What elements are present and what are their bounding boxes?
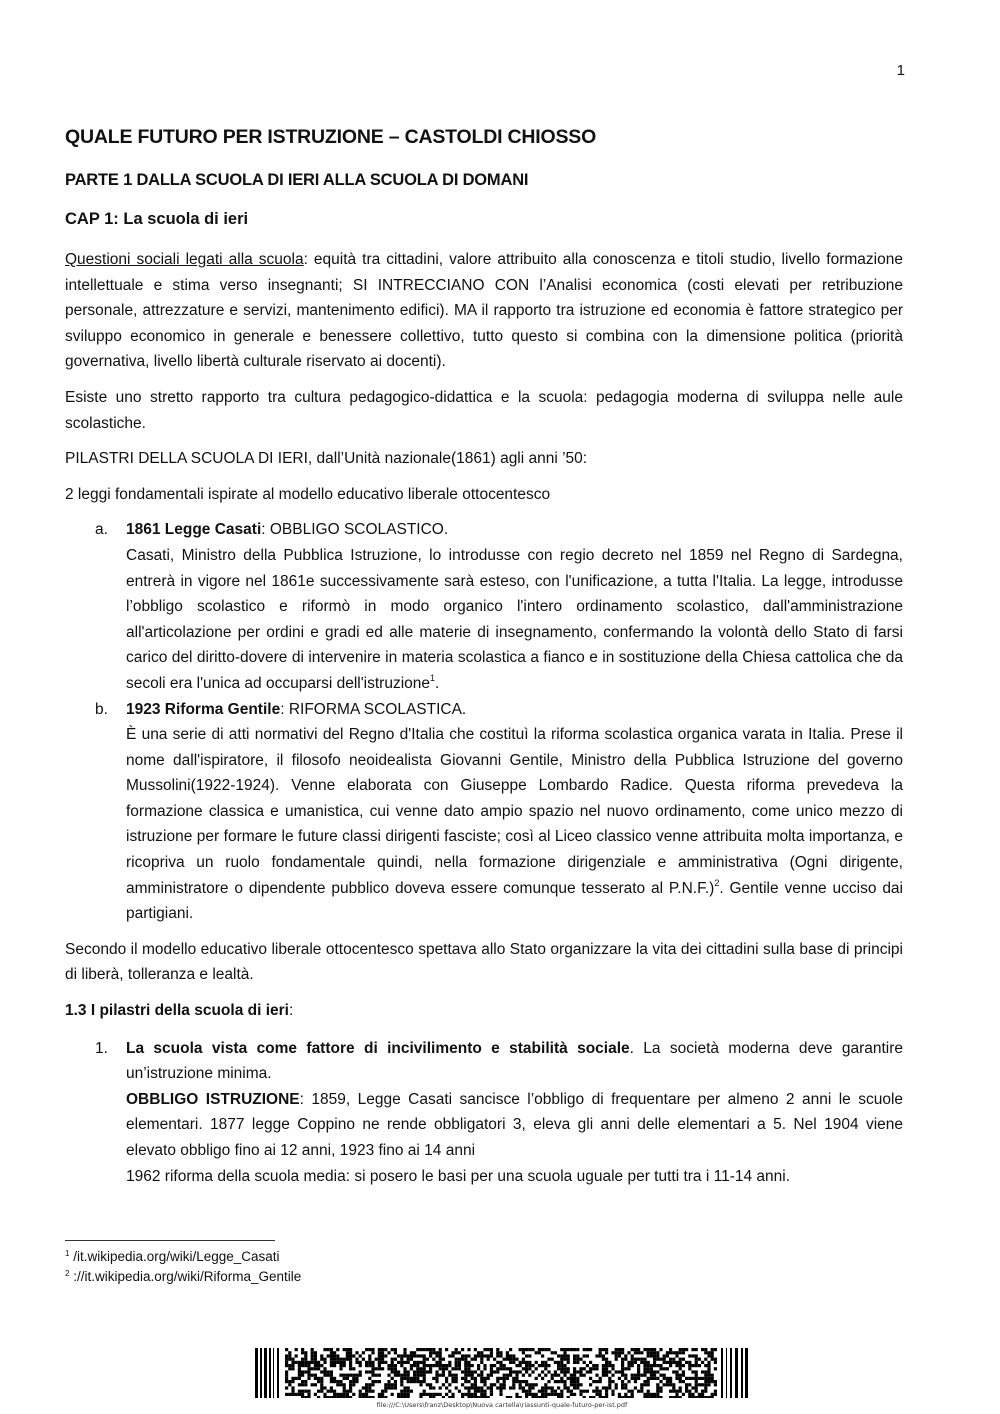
section-title: 1.3 I pilastri della scuola di ieri xyxy=(65,1002,289,1020)
footnote-number: 1 xyxy=(65,1249,70,1258)
paragraph-text: : equità tra cittadini, valore attribuito alla conoscenza e titoli studio, livello formazione intellettuale e stima verso insegnanti; SI INTRECCIANO CON l’Analisi economica (costi elevati per retribuzione personale, attrezzature e servizi, mantenimento edifici). MA il rapporto tra istruzione ed economia è fattore strategico per sviluppo economico in generale e benessere collettivo, tutto questo si combina con la dimensione politica (priorità governativa, livello libertà culturale riservato ai docenti). xyxy=(65,251,903,371)
footnote-separator xyxy=(65,1240,275,1241)
list-item-casati xyxy=(65,517,903,696)
law-heading xyxy=(126,697,903,723)
document-title: QUALE FUTURO PER ISTRUZIONE – CASTOLDI CHIOSSO xyxy=(65,126,597,148)
footnotes xyxy=(65,1240,903,1287)
law-name: 1923 Riforma Gentile xyxy=(126,700,281,718)
law-subtitle: : RIFORMA SCOLASTICA. xyxy=(280,700,467,718)
paragraph-two-laws: 2 leggi fondamentali ispirate al modello educativo liberale ottocentesco xyxy=(65,485,551,503)
paragraph-liberal-model: Secondo il modello educativo liberale ottocentesco spettava allo Stato organizzare la vita dei cittadini sulla base di principi di liberà, tolleranza e lealtà. xyxy=(65,940,903,984)
paragraph-pillars-intro: PILASTRI DELLA SCUOLA DI IERI, dall’Unità nazionale(1861) agli anni ’50: xyxy=(65,450,588,468)
chapter-heading: CAP 1: La scuola di ieri xyxy=(65,210,249,228)
law-body-text: Casati, Ministro della Pubblica Istruzione, lo introdusse con regio decreto nel 1859 nel Regno di Sardegna, entrerà in vigore nel 1861e successivamente sarà esteso, con l'unificazione, a tutta l'Italia. La legge, introdusse l’obbligo scolastico e riformò in modo organico l'intero ordinamento scolastico, dall'amministrazione all'articolazione per ordini e gradi ed alle materie di insegnamento, confermando la volontà dello Stato di farsi carico del diritto-dovere di intervenire in materia scolastica a fianco e in sostituzione della Chiesa cattolica che da secoli era l'unica ad occuparsi dell'istruzione xyxy=(126,546,903,692)
part-heading: PARTE 1 DALLA SCUOLA DI IERI ALLA SCUOLA DI DOMANI xyxy=(65,171,529,189)
page-number: 1 xyxy=(896,62,905,79)
section-heading-1-3 xyxy=(65,998,903,1024)
paragraph-social-issues xyxy=(65,247,903,375)
law-description xyxy=(126,722,903,927)
law-tail-text: . xyxy=(435,674,440,692)
barcode-file-path: file:///C:\Users\franz\Desktop\Nuova cartella\riassunti-quale-futuro-per-ist.pdf xyxy=(376,1401,628,1409)
footnote-1[interactable] xyxy=(65,1247,903,1267)
law-description xyxy=(126,543,903,697)
obligation-label: OBBLIGO ISTRUZIONE xyxy=(126,1090,300,1108)
paragraph-pedagogy: Esiste uno stretto rapporto tra cultura pedagogico-didattica e la scuola: pedagogia moderna di sviluppa nelle aule scolastiche. xyxy=(65,388,903,432)
list-item-pillar-1 xyxy=(65,1036,903,1190)
law-body-text: È una serie di atti normativi del Regno d'Italia che costituì la riforma scolastica organica varata in Italia. Prese il nome dall'ispiratore, il filosofo neoidealista Giovanni Gentile, Ministro della Pubblica Istruzione del governo Mussolini(1922-1924). Venne elaborata con Giuseppe Lombardo Radice. Questa riforma prevedeva la formazione classica e umanistica, cui venne dato ampio spazio nel nuovo ordinamento, come unico mezzo di istruzione per formare le future classi dirigenti fasciste; così al Liceo classico venne attribuita molta importanza, e ricopriva un ruolo fondamentale quindi, nella formazione dirigenziale e amministrativa (Ogni dirigente, amministratore o dipendente pubblico doveva essere comunque tesserato al P.N.F.) xyxy=(126,726,903,897)
barcode-image xyxy=(255,1348,749,1398)
pillar-text: . La società moderna deve garantire un’istruzione minima. xyxy=(126,1039,903,1083)
laws-list xyxy=(65,517,903,927)
law-subtitle: : OBBLIGO SCOLASTICO. xyxy=(261,521,449,539)
list-marker: b. xyxy=(95,700,108,718)
law-name: 1861 Legge Casati xyxy=(126,521,262,539)
footnote-2[interactable] xyxy=(65,1267,903,1287)
pillars-list xyxy=(65,1036,903,1190)
footnote-number: 2 xyxy=(65,1269,70,1278)
list-marker: 1. xyxy=(95,1039,108,1057)
pillar-last-line: 1962 riforma della scuola media: si posero le basi per una scuola uguale per tutti tra i 11-14 anni. xyxy=(126,1167,791,1185)
law-heading xyxy=(126,517,903,543)
footnote-link[interactable]: /it.wikipedia.org/wiki/Legge_Casati xyxy=(69,1249,280,1264)
footnote-ref[interactable]: 2 xyxy=(714,877,720,888)
footnote-link[interactable]: ://it.wikipedia.org/wiki/Riforma_Gentile xyxy=(69,1269,302,1284)
pillar-obligation xyxy=(126,1087,903,1164)
document-body xyxy=(65,120,903,1199)
law-tail-text: . Gentile venne ucciso dai partigiani. xyxy=(126,879,903,923)
section-colon: : xyxy=(288,1002,294,1020)
list-marker: a. xyxy=(95,521,108,539)
obligation-text: : 1859, Legge Casati sancisce l’obbligo di frequentare per almeno 2 anni le scuole elementari. 1877 legge Coppino ne rende obbligatori 3, eleva gli anni delle elementari a 5. Nel 1904 viene elevato obbligo fino ai 12 anni, 1923 fino ai 14 anni xyxy=(126,1090,904,1159)
underlined-phrase: Questioni sociali legati alla scuola xyxy=(65,251,304,268)
pillar-title: La scuola vista come fattore di incivilimento e stabilità sociale xyxy=(126,1039,630,1057)
footnote-ref[interactable]: 1 xyxy=(430,672,436,683)
list-item-gentile xyxy=(65,697,903,927)
pillar-heading xyxy=(126,1036,903,1087)
